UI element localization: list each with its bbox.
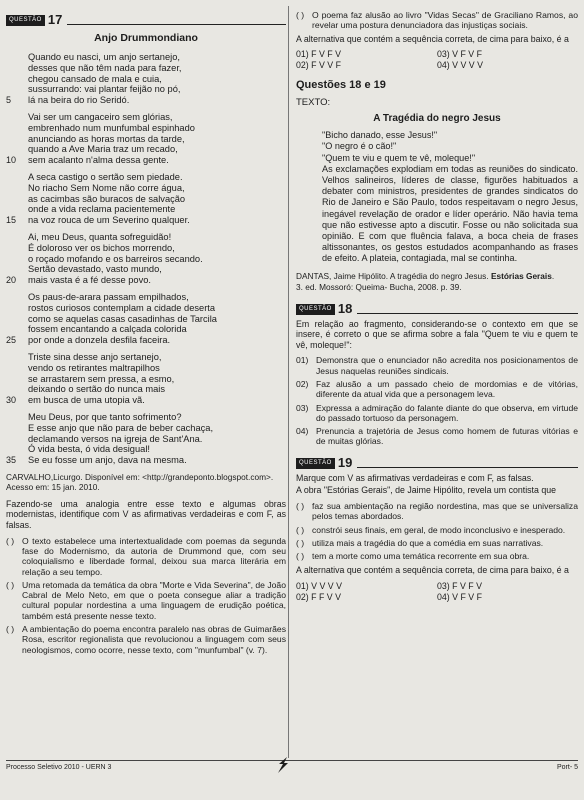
verse: onde a vida reclama pacientemente [28,204,176,215]
poem-line [6,112,286,123]
poem-line [6,134,286,145]
verse: por onde a donzela desfila faceira. [28,335,171,346]
line-number: 30 [6,395,17,406]
verse: E esse anjo que não para de beber cachaça, [28,422,214,433]
verse: sussurrando: vai plantar feijão no pó, [28,84,181,95]
verse: Quando eu nasci, um anjo sertanejo, [28,52,180,62]
poem-line [6,292,286,303]
verse: fossem encantando a calçada colorida [28,324,187,335]
poem-line [6,434,286,445]
verse: rostos curiosos contemplam a cidade deserta [28,302,216,313]
verse: mais vasta é a fé desse povo. [28,275,151,286]
source-book: Estórias Gerais [490,270,552,281]
poem-credit: CARVALHO,Licurgo. Disponível em: <http://grandeponto.blogspot.com>. [6,471,274,482]
alternative[interactable]: 03) F V F V [437,581,482,592]
line-number: 35 [6,455,17,466]
multiple-choice-option[interactable] [296,379,578,400]
stanza [6,52,286,106]
verse: anunciando as horas mortas da tarde, [28,133,185,144]
question-17-prompt: Fazendo-se uma analogia entre esse texto e algumas obras modernistas, identifique com V as afirmativas verdadeiras e com F, as falsas. [6,498,286,531]
poem-line [6,215,286,226]
source-author: DANTAS, Jaime Hipólito. A tragédia do negro Jesus. [296,270,489,281]
poem-line [6,74,286,85]
poem-line [6,243,286,254]
column-divider [288,6,289,758]
poem-line [6,232,286,243]
answer-parentheses: ( ) [296,551,305,562]
item-text: O texto estabelece uma intertextualidade com poemas da segunda fase do Modernismo, da autoria de Drummond que, com seu coloquialismo e liberdade formal, deixou sua marca literária em relação a seu tempo. [22,535,286,577]
footer-page-number: Port- 5 [556,764,578,771]
item-text: constrói seus finais, em geral, de modo inconclusivo e inesperado. [312,524,566,535]
stanza [6,352,286,406]
verse: É doloroso ver os bichos morrendo, [28,242,175,253]
story-excerpt [296,130,578,264]
question-tag: QUESTÃO [296,458,335,469]
line-number: 5 [6,95,12,106]
question-19-prompt-2: A obra "Estórias Gerais", de Jaime Hipólito, revela um contista que [296,485,557,496]
line-number: 15 [6,215,17,226]
alternatives-prompt: A alternativa que contém a sequência correta, de cima para baixo, é a [296,33,569,44]
poem-line [6,384,286,395]
true-false-item[interactable] [296,501,578,522]
poem-title: Anjo Drummondiano [94,32,198,44]
answer-line [357,467,578,468]
true-false-item[interactable] [296,10,578,31]
answer-alternatives [296,49,578,71]
question-tag: QUESTÃO [296,304,335,315]
question-18-header [296,299,578,315]
stanza [6,232,286,286]
option-text: Expressa a admiração do falante diante do que observa, em virtude do passado tortuoso da personagem. [316,402,578,423]
item-text: faz sua ambientação na região nordestina, mas que se universaliza pelos temas abordados. [312,500,578,522]
stanza [6,412,286,466]
answer-parentheses: ( ) [296,524,305,535]
poem-line [6,412,286,423]
option-text: Faz alusão a um passado cheio de mordomias e de vitórias, diferente da atual vida que a personagem leva. [316,379,578,400]
question-tag: QUESTÃO [6,15,45,26]
verse: quando a Ave Maria traz um recado, [28,144,178,155]
true-false-item[interactable] [296,538,578,548]
right-column [296,10,578,607]
verse: Ai, meu Deus, quanta sofreguidão! [28,231,172,242]
section-title: Questões 18 e 19 [296,79,386,92]
poem-line [6,63,286,74]
true-false-item[interactable] [6,580,286,621]
text-label: TEXTO: [296,97,331,109]
alternative[interactable]: 01) V V V V [296,581,342,592]
poem [6,52,286,466]
poem-line [6,352,286,363]
answer-parentheses: ( ) [6,579,15,590]
alternative[interactable]: 04) V F V F [437,592,482,603]
poem-line [6,303,286,314]
story-quote: "O negro é o cão!" [322,141,397,152]
poem-line [6,52,286,63]
verse: Vai ser um cangaceiro sem glórias, [28,111,173,122]
story-paragraph: As exclamações explodiam em todas as reuniões do sindicato. Velhos salineiros, líderes de classe, figurões habituados a debater com ministros, presidentes de grandes sindicatos do Rio de Janeiro e São Paulo, todos respeitavam o negro Jesus, inegável revelação de orador e líder operário. Não havia tema que não estivesse apto a discutir. Fosse ou não solicitada sua opinião. E com que fluência falava, a boca cheia de frases altissonantes, os gestos estudados acompanhando as frases de efeito. A plateia, contagiada, mal se continha. [322,163,578,264]
question-number: 17 [47,12,63,27]
verse: No riacho Sem Nome não corre água, [28,182,185,193]
answer-parentheses: ( ) [6,624,15,635]
verse: Se eu fosse um anjo, dava na mesma. [28,455,187,466]
verse: A seca castigo o sertão sem piedade. [28,171,183,182]
option-text: Demonstra que o enunciador não acredita nos posicionamentos de Jesus naquelas reuniões sindicais. [316,355,578,376]
verse: desses que não têm nada para fazer, [28,62,182,73]
verse: as cacimbas são buracos de salvação [28,193,186,204]
poem-line [6,194,286,205]
poem-line [6,254,286,265]
story-source: DANTAS, Jaime Hipólito. A tragédia do negro Jesus. Estórias Gerais. 3. ed. Mossoró: Queima- Bucha, 2008. p. 39. [296,270,555,292]
item-text: A ambientação do poema encontra paralelo nas obras de Guimarães Rosa, escritor regionalista que revolucionou a linguagem com seus neologismos, como ocorre, nesse texto, com "munfumbal" (v. 7). [22,624,286,655]
story-quote: "Bicho danado, esse Jesus!" [322,130,438,141]
question-18-prompt: Em relação ao fragmento, considerando-se o contexto em que se insere, é correto o que se afirma sobre a fala "Quem te viu e quem te vê, moleque!": [296,318,578,350]
multiple-choice-option[interactable] [296,355,578,376]
true-false-item[interactable] [296,551,578,561]
stanza [6,112,286,166]
option-number: 03) [296,402,309,413]
verse: Meu Deus, por que tanto sofrimento? [28,411,182,422]
line-number: 20 [6,275,17,286]
verse: Sertão devastado, vasto mundo, [28,264,162,275]
line-number: 25 [6,335,17,346]
question-number: 19 [337,454,353,470]
alternatives-prompt: A alternativa que contém a sequência correta, de cima para baixo, é a [296,565,569,576]
multiple-choice-option[interactable] [296,426,578,447]
verse: lá na beira do rio Seridó. [28,95,130,106]
poem-line [6,183,286,194]
university-logo-icon [274,754,292,776]
verse: na voz rouca de um Severino qualquer. [28,215,190,226]
stanza [6,292,286,346]
true-false-item[interactable] [6,536,286,577]
poem-line [6,172,286,183]
verse: deixando o sertão do nunca mais [28,384,165,395]
stanza [6,172,286,226]
poem-line [6,374,286,385]
option-number: 04) [296,426,309,437]
true-false-item[interactable] [6,624,286,655]
poem-line [6,363,286,374]
poem-line [6,335,286,346]
verse: como se aquelas casas casadinhas de Tarcila [28,313,217,324]
poem-line [6,123,286,134]
verse: sem acalanto n'alma dessa gente. [28,155,169,166]
poem-line [6,84,286,95]
item-text: Uma retomada da temática da obra "Morte e Vida Severina", de João Cabral de Melo Neto, em que o poeta consegue aliar a tradição cultural popular nordestina a uma linguagem de erudição poética, também está presente nesse texto. [22,579,286,621]
answer-parentheses: ( ) [6,535,15,546]
poem-access-date: Acesso em: 15 jan. 2010. [6,482,100,493]
verse: se arrastarem sem pressa, a esmo, [28,373,175,384]
question-19-prompt: Marque com V as afirmativas verdadeiras e com F, as falsas. [296,472,534,483]
answer-parentheses: ( ) [296,500,305,511]
poem-line [6,204,286,215]
poem-line [6,264,286,275]
footer-rule [6,760,578,761]
story-quote: "Quem te viu e quem te vê, moleque!" [322,152,476,163]
answer-line [67,24,286,25]
poem-line [6,95,286,106]
item-text: utiliza mais a tragédia do que a comédia em suas narrativas. [312,537,544,548]
answer-parentheses: ( ) [296,537,305,548]
left-column [6,10,286,658]
verse: embrenhado num munfumbal espinhado [28,122,195,133]
verse: chegou cansado de mala e cuia, [28,73,162,84]
source-edition: 3. ed. Mossoró: Queima- Bucha, 2008. p. 39. [296,281,462,292]
verse: em busca de uma utopia vã. [28,395,145,406]
question-17-header [6,10,286,26]
poem-line [6,423,286,434]
line-number: 10 [6,155,17,166]
poem-line [6,455,286,466]
alternative[interactable]: 02) F V V F [296,60,341,71]
poem-line [6,444,286,455]
footer-exam-label: Processo Seletivo 2010 - UERN 3 [6,764,112,771]
question-19-header [296,453,578,469]
answer-alternatives [296,581,578,603]
option-text: Prenuncia a trajetória de Jesus como homem de futuras vitórias e de muitas glórias. [316,426,578,447]
alternative[interactable]: 04) V V V V [437,60,483,71]
poem-line [6,324,286,335]
poem-line [6,275,286,286]
item-text: O poema faz alusão ao livro "Vidas Secas" de Graciliano Ramos, ao revelar uma postura denunciadora das injustiças sociais. [312,10,578,31]
poem-line [6,155,286,166]
true-false-item[interactable] [296,525,578,535]
question-number: 18 [337,300,353,316]
poem-line [6,314,286,325]
option-number: 01) [296,355,309,366]
alternative[interactable]: 02) F F V V [296,592,341,603]
verse: vendo os retirantes maltrapilhos [28,362,160,373]
poem-line [6,395,286,406]
option-number: 02) [296,379,309,389]
answer-line [357,313,578,314]
verse: Triste sina desse anjo sertanejo, [28,351,162,362]
alternative[interactable]: 03) V F V F [437,49,482,60]
verse: Ó vida besta, ó vida desigual! [28,444,150,455]
alternative[interactable]: 01) F V F V [296,49,341,60]
verse: o roçado mofando e os barreiros secando. [28,253,203,264]
story-title: A Tragédia do negro Jesus [373,113,501,125]
page-footer [6,760,578,780]
verse: Os paus-de-arara passam empilhados, [28,291,189,302]
verse: declamando versos na igreja de Sant'Ana. [28,433,203,444]
multiple-choice-option[interactable] [296,403,578,424]
answer-parentheses: ( ) [296,10,305,20]
poem-line [6,144,286,155]
item-text: tem a morte como uma temática recorrente em sua obra. [312,551,530,562]
